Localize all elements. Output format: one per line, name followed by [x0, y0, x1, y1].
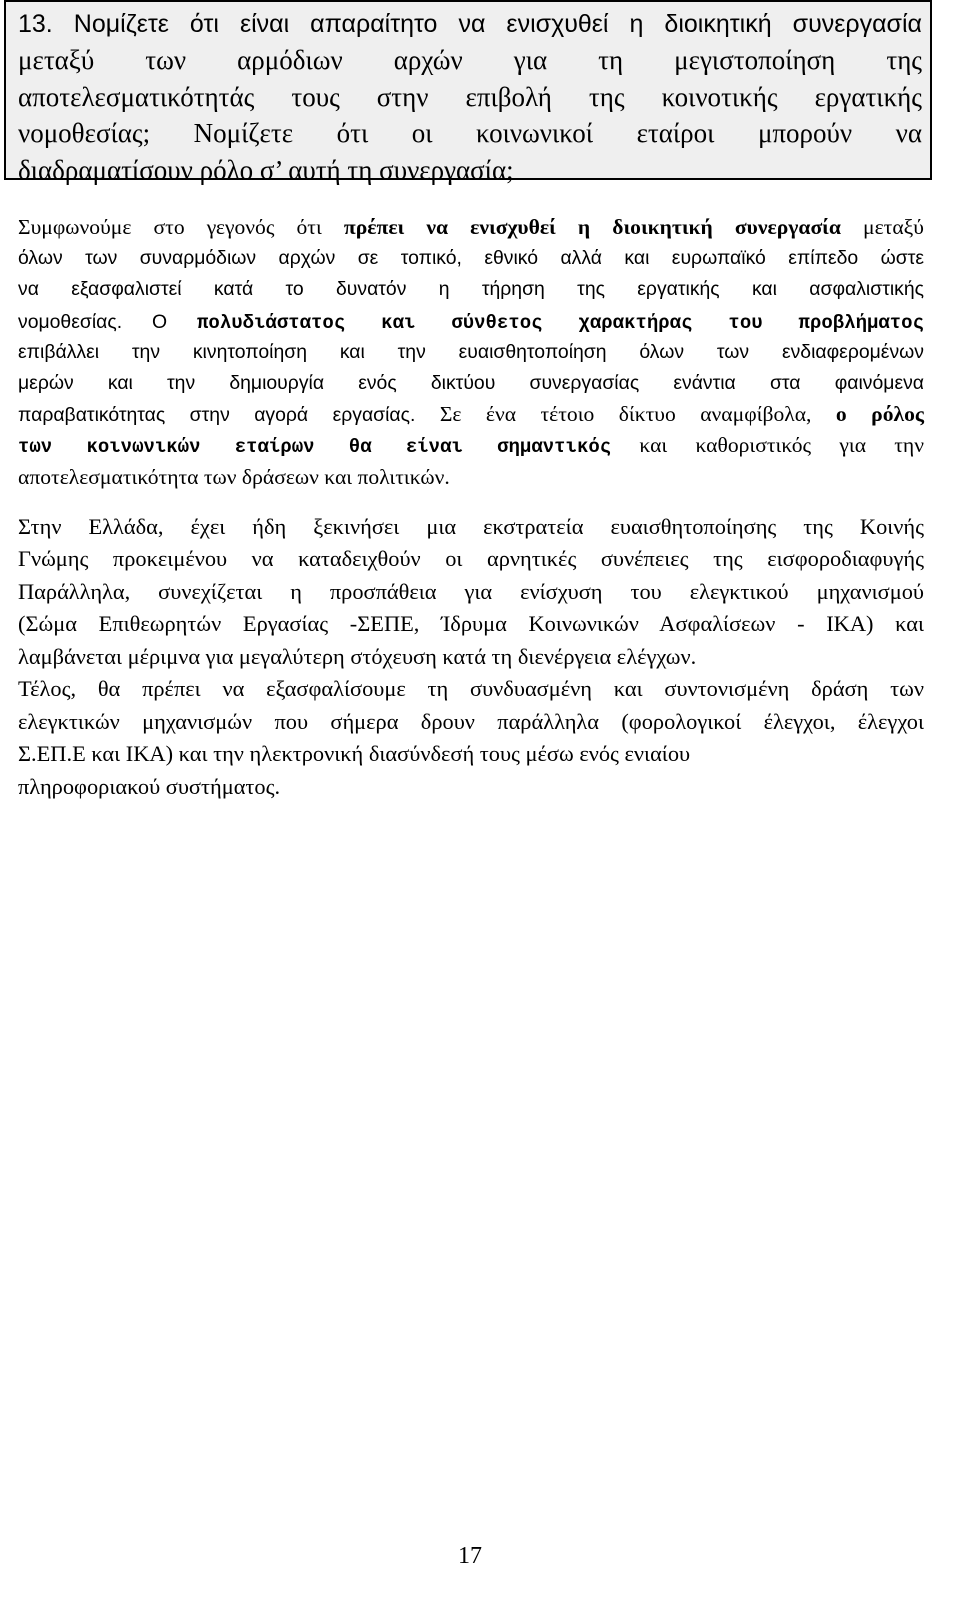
answer-paragraph-1: [18, 212, 924, 493]
emphasis-text: πολυδιάστατος και σύνθετος χαρακτήρας του προβλήματος: [197, 311, 924, 334]
paragraph-line: επιβάλλει την κινητοποίηση και την ευαισθητοποίηση όλων των ενδιαφερομένων: [18, 340, 924, 363]
question-line: αποτελεσματικότητάς τους στην επιβολή της κοινοτικής εργατικής: [18, 81, 922, 112]
paragraph-line: να εξασφαλιστεί κατά το δυνατόν η τήρηση της εργατικής και ασφαλιστικής: [18, 278, 924, 301]
paragraph-line: (Σώμα Επιθεωρητών Εργασίας -ΣΕΠΕ, Ίδρυμα Κοινωνικών Ασφαλίσεων - ΙΚΑ) και: [18, 611, 924, 637]
paragraph-line: [18, 212, 924, 243]
paragraph-line: Σ.ΕΠ.Ε και ΙΚΑ) και την ηλεκτρονική διασύνδεσή τους μέσω ενός ενιαίου: [18, 741, 691, 767]
text-run: και καθοριστικός για την: [611, 433, 924, 458]
paragraph-line: αποτελεσματικότητα των δράσεων και πολιτικών.: [18, 464, 450, 489]
question-line: νομοθεσίας; Νομίζετε ότι οι κοινωνικοί εταίροι μπορούν να: [18, 118, 922, 149]
text-run: Σε ένα τέτοιο δίκτυο αναμφίβολα,: [439, 402, 836, 427]
question-line: διαδραματίσουν ρόλο σ’ αυτή τη συνεργασία;: [18, 154, 514, 185]
paragraph-line: όλων των συναρμόδιων αρχών σε τοπικό, εθνικό αλλά και ευρωπαϊκό επίπεδο ώστε: [18, 247, 924, 270]
paragraph-line: Γνώμης προκειμένου να καταδειχθούν οι αρνητικές συνέπειες της εισφοροδιαφυγής: [18, 546, 924, 572]
paragraph-line: πληροφοριακού συστήματος.: [18, 773, 281, 799]
text-run: μεταξύ: [840, 215, 924, 239]
paragraph-line: [18, 430, 924, 461]
paragraph-line: μερών και την δημιουργία ενός δικτύου συνεργασίας ενάντια στα φαινόμενα: [18, 371, 924, 394]
text-run: παραβατικότητας στην αγορά εργασίας.: [18, 404, 440, 427]
question-line: 13. Νομίζετε ότι είναι απαραίτητο να ενισχυθεί η διοικητική συνεργασία: [18, 10, 922, 38]
answer-paragraph-3: [18, 673, 924, 803]
text-run: νομοθεσίας. Ο: [18, 310, 198, 333]
emphasis-text: των κοινωνικών εταίρων θα είναι σημαντικός: [18, 436, 612, 459]
paragraph-line: Παράλληλα, συνεχίζεται η προσπάθεια για ενίσχυση του ελεγκτικού μηχανισμού: [18, 578, 924, 604]
text-run: Συμφωνούμε στο γεγονός ότι: [18, 215, 344, 239]
question-line: μεταξύ των αρμόδιων αρχών για τη μεγιστοποίηση της: [18, 45, 922, 76]
paragraph-line: ελεγκτικών μηχανισμών που σήμερα δρουν παράλληλα (φορολογικοί έλεγχοι, έλεγχοι: [18, 708, 924, 734]
paragraph-line: [18, 399, 924, 430]
paragraph-line: [18, 306, 924, 337]
emphasis-text: πρέπει να ενισχυθεί η διοικητική συνεργασία: [343, 215, 841, 239]
paragraph-line: λαμβάνεται μέριμνα για μεγαλύτερη στόχευση κατά τη διενέργεια ελέγχων.: [18, 643, 697, 669]
answer-paragraph-2: [18, 511, 924, 673]
paragraph-line: Τέλος, θα πρέπει να εξασφαλίσουμε τη συνδυασμένη και συντονισμένη δράση των: [18, 676, 924, 701]
page-number: 17: [458, 1543, 482, 1569]
emphasis-text: ο ρόλος: [835, 402, 924, 427]
paragraph-line: Στην Ελλάδα, έχει ήδη ξεκινήσει μια εκστρατεία ευαισθητοποίησης της Κοινής: [18, 514, 924, 539]
question-box: [4, 0, 932, 185]
